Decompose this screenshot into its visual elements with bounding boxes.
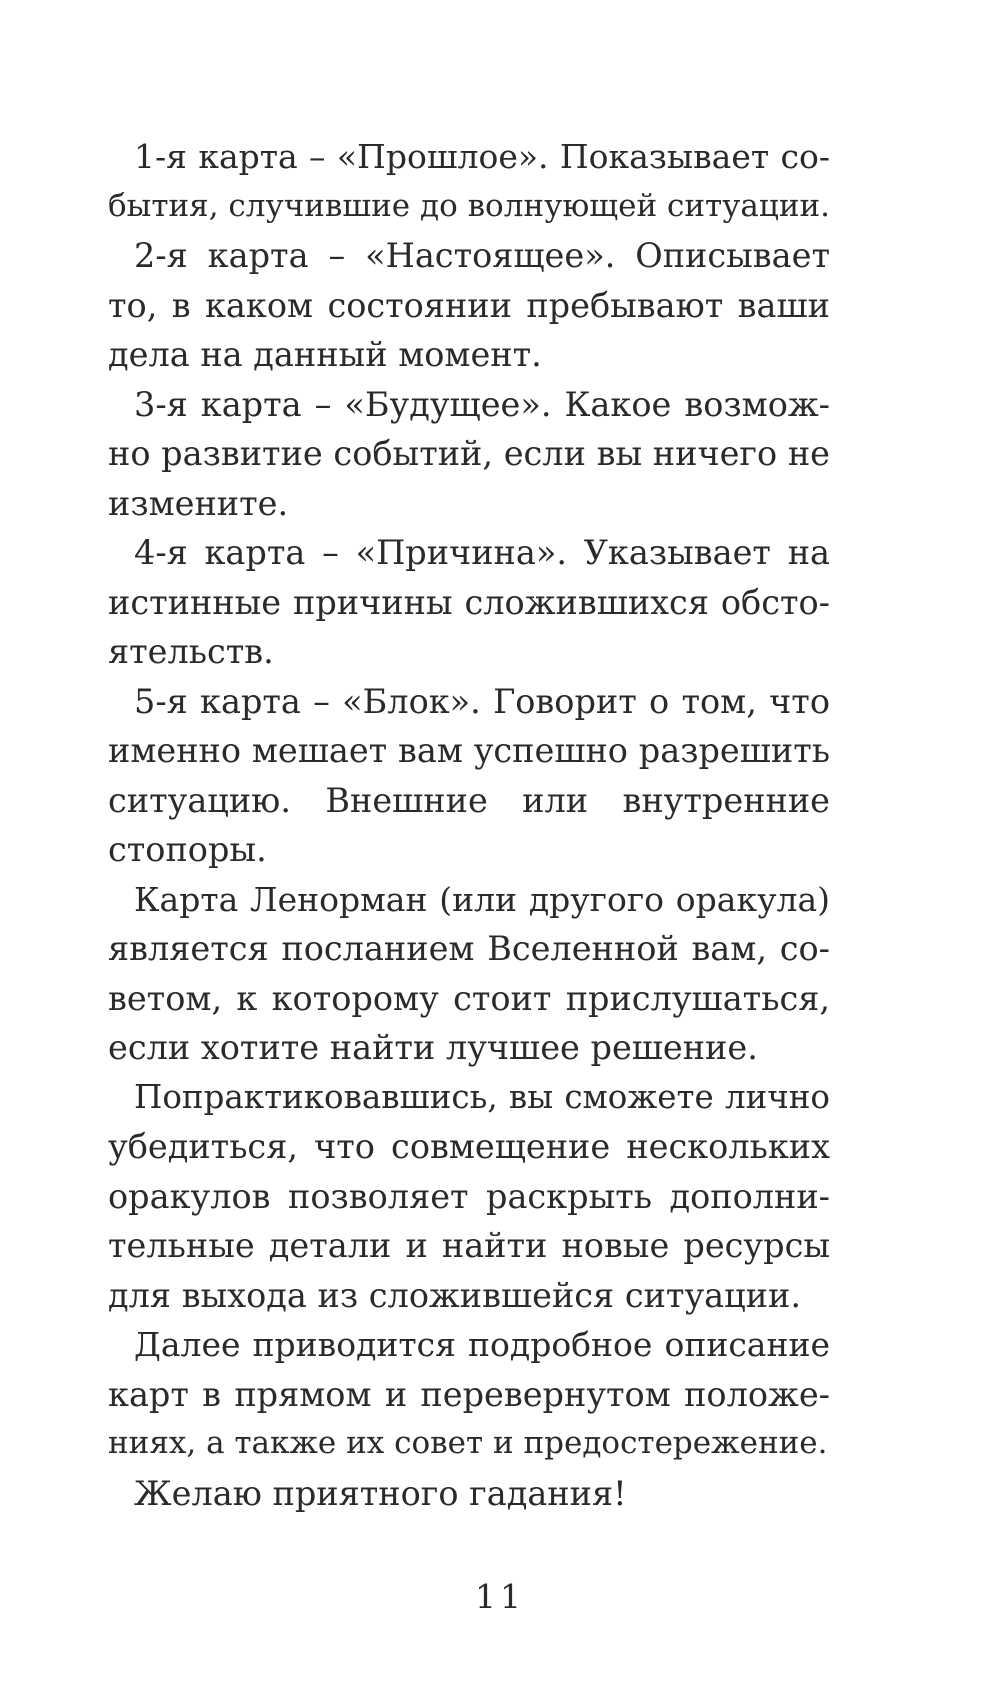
- page-body: [108, 132, 830, 1518]
- text-line: но развитие событий, если вы ничего не: [108, 434, 830, 473]
- paragraph-closing: [108, 1469, 830, 1519]
- text-line: ветом, к которому стоит прислушаться,: [108, 978, 830, 1018]
- paragraph-card-1-past: [108, 132, 830, 231]
- text-line: бытия, случившие до волнующей ситуации.: [108, 187, 830, 224]
- text-line: для выхода из сложившейся ситуации.: [108, 1275, 801, 1315]
- text-line: стопоры.: [108, 830, 267, 869]
- paragraph-description: [108, 1320, 830, 1469]
- text-line: 2-я карта – «Настоящее». Описывает: [134, 236, 830, 275]
- text-line: Далее приводится подробное описание: [134, 1325, 830, 1364]
- page-number: 11: [475, 1577, 525, 1616]
- text-line: тельные детали и найти новые ресурсы: [108, 1226, 830, 1265]
- text-line: 3-я карта – «Будущее». Какое возмож-: [134, 384, 830, 424]
- text-line: ситуацию. Внешние или внутренние: [108, 780, 830, 820]
- text-line: Попрактиковавшись, вы сможете лично: [134, 1077, 830, 1116]
- text-line: если хотите найти лучшее решение.: [108, 1028, 758, 1067]
- paragraph-card-4-cause: [108, 528, 830, 677]
- text-line: то, в каком состоянии пребывают ваши: [108, 285, 830, 325]
- text-line: 5-я карта – «Блок». Говорит о том, что: [134, 681, 830, 721]
- paragraph-card-2-present: [108, 231, 830, 380]
- paragraph-lenormand: [108, 875, 830, 1073]
- text-line: Желаю приятного гадания!: [134, 1473, 627, 1513]
- paragraph-card-5-block: [108, 677, 830, 875]
- text-line: ятельств.: [108, 632, 274, 671]
- text-line: оракулов позволяет раскрыть дополни-: [108, 1176, 830, 1216]
- text-line: именно мешает вам успешно разрешить: [108, 731, 830, 770]
- text-line: дела на данный момент.: [108, 335, 542, 374]
- text-line: 1-я карта – «Прошлое». Показывает со-: [134, 137, 830, 176]
- text-line: измените.: [108, 483, 289, 523]
- text-line: истинные причины сложившихся обсто-: [108, 582, 830, 622]
- text-line: карт в прямом и перевернутом положе-: [108, 1374, 830, 1414]
- text-line: убедиться, что совмещение нескольких: [108, 1127, 830, 1166]
- paragraph-practice: [108, 1073, 830, 1321]
- text-line: Карта Ленорман (или другого оракула): [134, 879, 830, 919]
- text-line: 4-я карта – «Причина». Указывает на: [134, 533, 830, 572]
- text-line: является посланием Вселенной вам, со-: [108, 929, 830, 968]
- paragraph-card-3-future: [108, 380, 830, 529]
- text-line: ниях, а также их совет и предостережение.: [108, 1425, 828, 1461]
